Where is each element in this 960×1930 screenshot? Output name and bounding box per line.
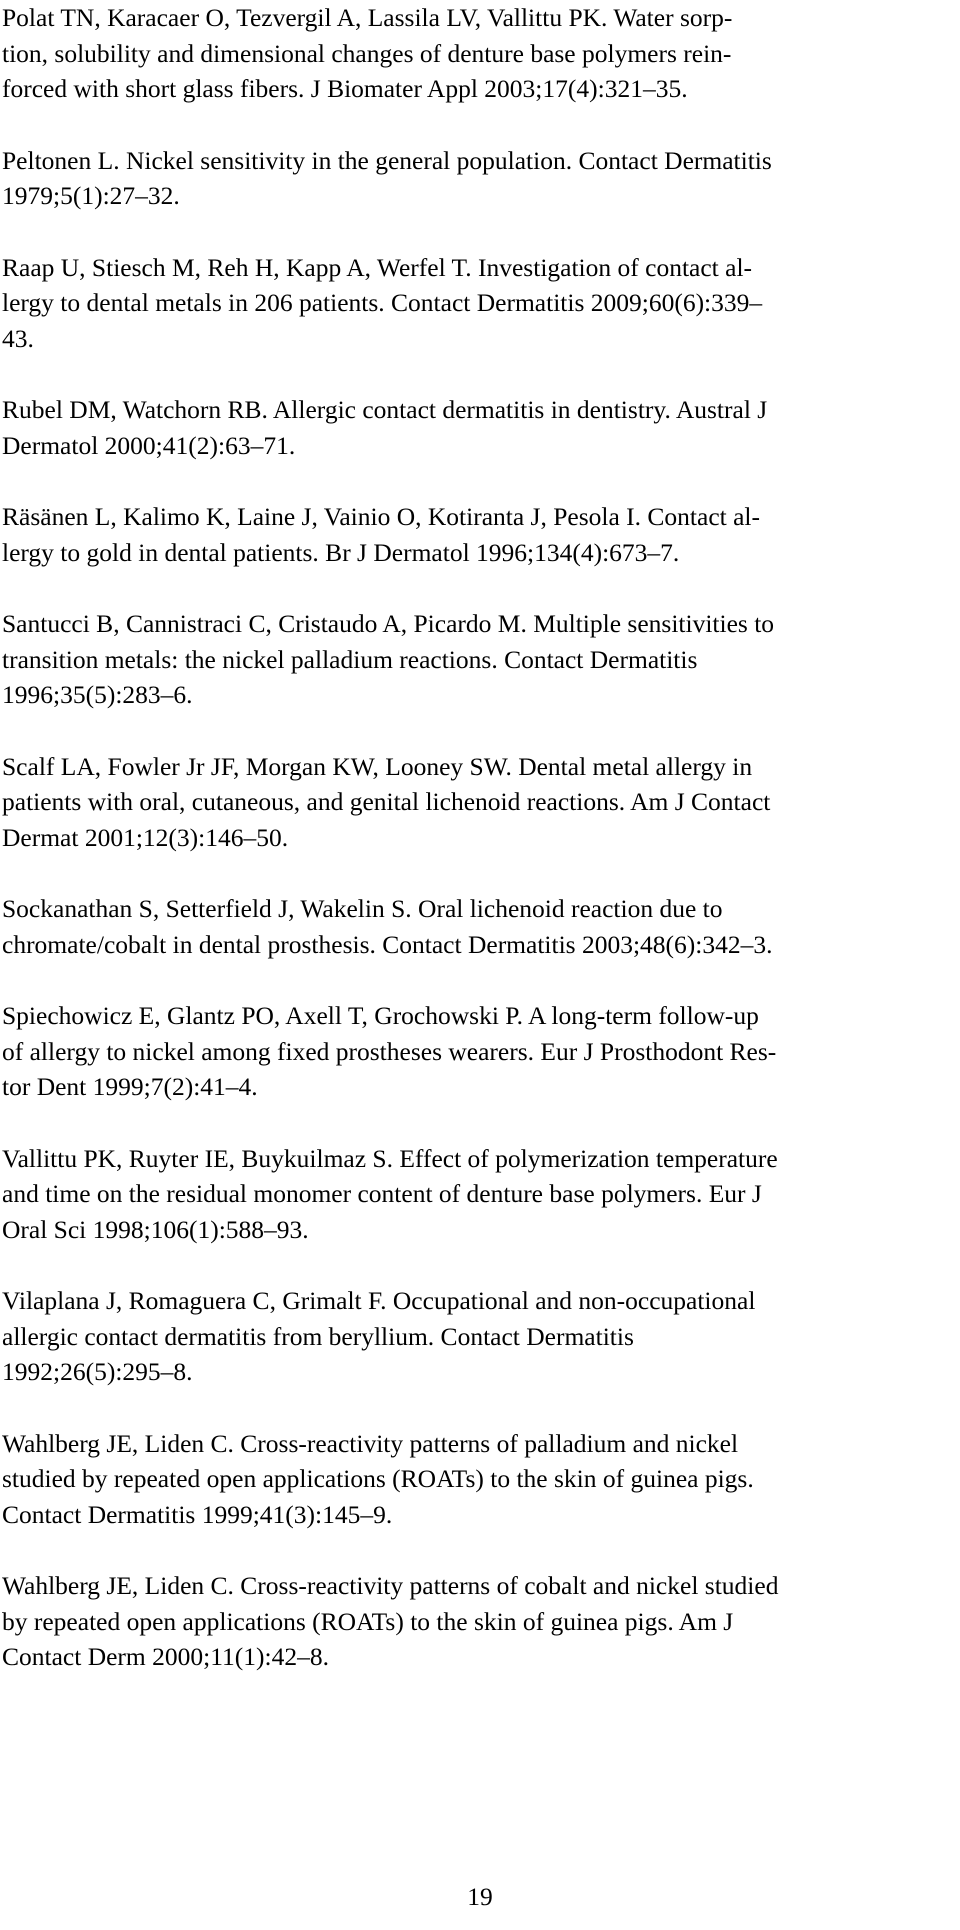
reference-line: Vallittu PK, Ruyter IE, Buykuilmaz S. Effect of polymerization temperature: [2, 1143, 778, 1173]
reference-entry: [2, 891, 952, 962]
reference-line: Vilaplana J, Romaguera C, Grimalt F. Occupational and non-occupational: [2, 1286, 756, 1315]
reference-entry: [2, 0, 952, 107]
reference-line: patients with oral, cutaneous, and genital lichenoid reactions. Am J Contact: [2, 787, 771, 816]
reference-line: 1979;5(1):27–32.: [2, 181, 180, 210]
reference-entry: [2, 1283, 952, 1390]
reference-line: tor Dent 1999;7(2):41–4.: [2, 1072, 258, 1101]
reference-line: Santucci B, Cannistraci C, Cristaudo A, Picardo M. Multiple sensitivities to: [2, 609, 775, 638]
reference-entry: [2, 250, 952, 357]
reference-line: Scalf LA, Fowler Jr JF, Morgan KW, Looney SW. Dental metal allergy in: [2, 751, 753, 781]
reference-entry: [2, 1568, 952, 1675]
reference-line: Rubel DM, Watchorn RB. Allergic contact dermatitis in dentistry. Austral J: [2, 395, 768, 424]
reference-line: chromate/cobalt in dental prosthesis. Contact Dermatitis 2003;48(6):342–3.: [2, 929, 773, 959]
reference-line: Spiechowicz E, Glantz PO, Axell T, Grochowski P. A long-term follow-up: [2, 1001, 759, 1030]
reference-line: Raap U, Stiesch M, Reh H, Kapp A, Werfel T. Investigation of contact al-: [2, 252, 753, 282]
reference-line: Polat TN, Karacaer O, Tezvergil A, Lassila LV, Vallittu PK. Water sorp-: [2, 3, 733, 32]
reference-line: Contact Dermatitis 1999;41(3):145–9.: [2, 1499, 393, 1529]
reference-line: allergic contact dermatitis from beryllium. Contact Dermatitis: [2, 1321, 634, 1351]
reference-entry: [2, 998, 952, 1105]
reference-line: transition metals: the nickel palladium reactions. Contact Dermatitis: [2, 644, 698, 674]
reference-line: tion, solubility and dimensional changes of denture base polymers rein-: [2, 38, 732, 68]
reference-line: Wahlberg JE, Liden C. Cross-reactivity patterns of cobalt and nickel studied: [2, 1571, 779, 1600]
reference-list: [2, 0, 952, 1711]
reference-line: and time on the residual monomer content of denture base polymers. Eur J: [2, 1179, 762, 1208]
reference-line: Dermat 2001;12(3):146–50.: [2, 822, 289, 852]
reference-line: Peltonen L. Nickel sensitivity in the general population. Contact Dermatitis: [2, 145, 772, 175]
reference-line: 43.: [2, 323, 34, 353]
page-number: 19: [467, 1882, 493, 1911]
reference-line: Räsänen L, Kalimo K, Laine J, Vainio O, Kotiranta J, Pesola I. Contact al-: [2, 502, 760, 531]
reference-line: Contact Derm 2000;11(1):42–8.: [2, 1642, 329, 1671]
reference-entry: [2, 1426, 952, 1533]
reference-line: Oral Sci 1998;106(1):588–93.: [2, 1214, 309, 1244]
reference-line: of allergy to nickel among fixed prostheses wearers. Eur J Prosthodont Res-: [2, 1036, 777, 1066]
reference-line: lergy to dental metals in 206 patients. Contact Dermatitis 2009;60(6):339–: [2, 288, 763, 317]
reference-line: forced with short glass fibers. J Biomater Appl 2003;17(4):321–35.: [2, 74, 688, 103]
reference-line: studied by repeated open applications (ROATs) to the skin of guinea pigs.: [2, 1464, 754, 1493]
reference-entry: [2, 606, 952, 713]
reference-line: 1996;35(5):283–6.: [2, 680, 193, 709]
reference-line: 1992;26(5):295–8.: [2, 1357, 193, 1386]
reference-line: Sockanathan S, Setterfield J, Wakelin S. Oral lichenoid reaction due to: [2, 894, 723, 923]
reference-line: Wahlberg JE, Liden C. Cross-reactivity patterns of palladium and nickel: [2, 1428, 739, 1458]
reference-entry: [2, 1141, 952, 1248]
reference-line: Dermatol 2000;41(2):63–71.: [2, 430, 296, 460]
reference-entry: [2, 499, 952, 570]
reference-line: lergy to gold in dental patients. Br J Dermatol 1996;134(4):673–7.: [2, 537, 680, 567]
reference-entry: [2, 143, 952, 214]
reference-entry: [2, 392, 952, 463]
reference-line: by repeated open applications (ROATs) to the skin of guinea pigs. Am J: [2, 1606, 734, 1636]
reference-entry: [2, 749, 952, 856]
